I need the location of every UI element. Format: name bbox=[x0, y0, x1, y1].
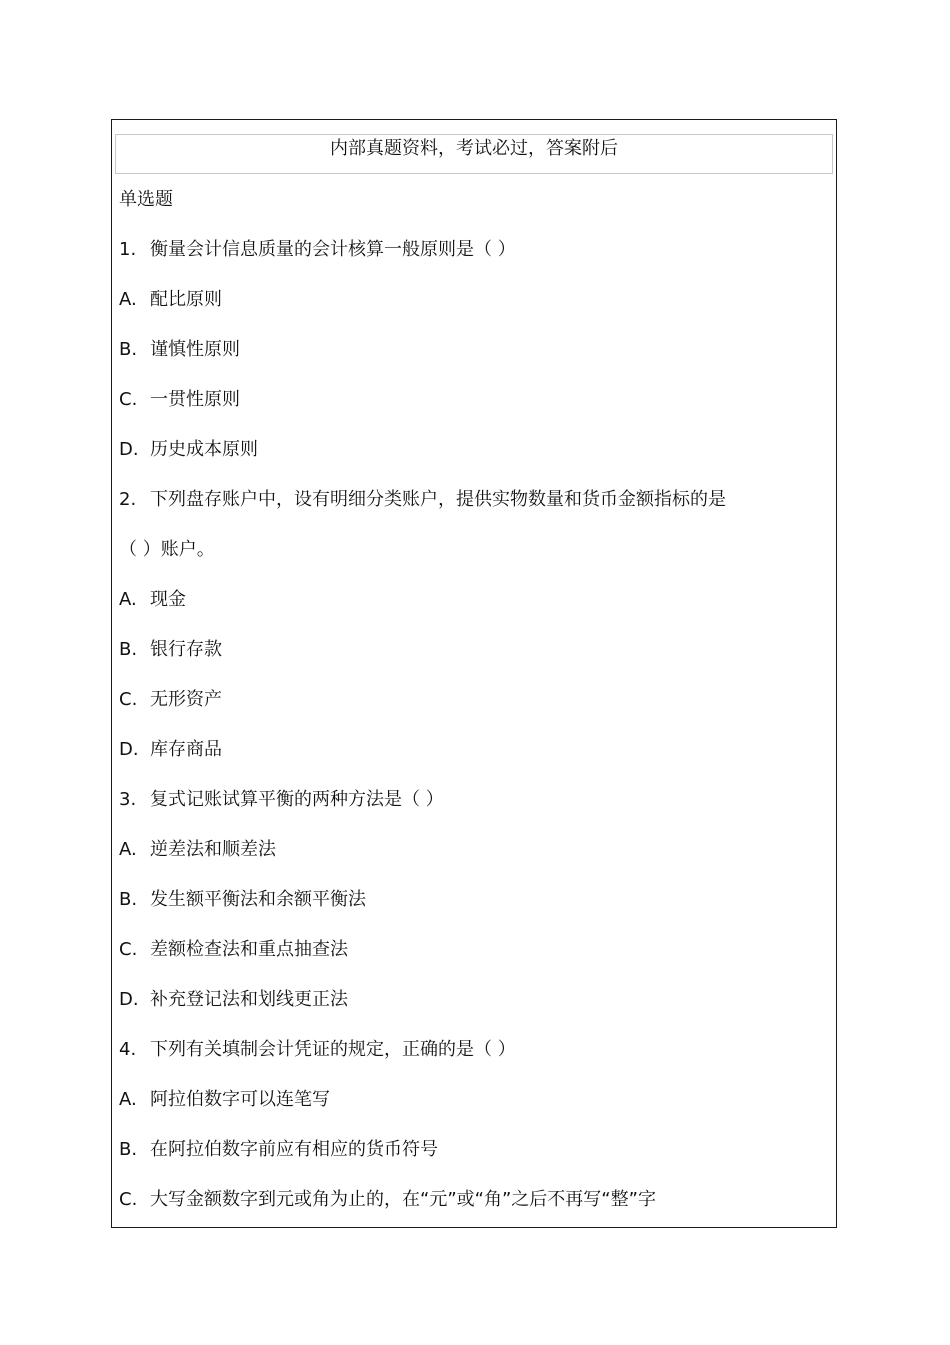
option-line bbox=[119, 388, 831, 438]
page-header: 内部真题资料，考试必过，答案附后 bbox=[330, 138, 618, 159]
option-letter: B. bbox=[119, 339, 138, 360]
option-text: 大写金额数字到元或角为止的，在“元”或“角”之后不再写“整”字 bbox=[150, 1189, 656, 1210]
option-line bbox=[119, 638, 831, 688]
option-text: 在阿拉伯数字前应有相应的货币符号 bbox=[150, 1139, 438, 1160]
option-text: 阿拉伯数字可以连笔写 bbox=[150, 1089, 330, 1110]
option-line bbox=[119, 688, 831, 738]
option-line bbox=[119, 938, 831, 988]
question-line bbox=[119, 1038, 831, 1088]
option-letter: D. bbox=[119, 739, 139, 760]
option-text: 现金 bbox=[150, 589, 186, 610]
option-letter: D. bbox=[119, 439, 139, 460]
question-number: 4. bbox=[119, 1039, 137, 1060]
option-line bbox=[119, 888, 831, 938]
question-text: 衡量会计信息质量的会计核算一般原则是（ ） bbox=[150, 239, 516, 260]
question-text: 下列盘存账户中，设有明细分类账户，提供实物数量和货币金额指标的是 bbox=[150, 489, 726, 510]
option-text: 差额检查法和重点抽查法 bbox=[150, 939, 348, 960]
option-text: 无形资产 bbox=[150, 689, 222, 710]
question-number: 1. bbox=[119, 239, 137, 260]
option-letter: A. bbox=[119, 289, 137, 310]
option-text: 历史成本原则 bbox=[150, 439, 258, 460]
header-box bbox=[115, 134, 833, 174]
option-letter: C. bbox=[119, 689, 138, 710]
option-letter: A. bbox=[119, 839, 137, 860]
option-line bbox=[119, 988, 831, 1038]
option-text: 逆差法和顺差法 bbox=[150, 839, 276, 860]
question-text: （ ）账户。 bbox=[119, 539, 215, 560]
option-letter: B. bbox=[119, 1139, 138, 1160]
question-number: 3. bbox=[119, 789, 137, 810]
option-text: 银行存款 bbox=[150, 639, 222, 660]
question-line bbox=[119, 488, 831, 538]
option-letter: C. bbox=[119, 939, 138, 960]
option-line bbox=[119, 438, 831, 488]
option-letter: B. bbox=[119, 889, 138, 910]
option-letter: B. bbox=[119, 639, 138, 660]
option-letter: C. bbox=[119, 389, 138, 410]
option-text: 补充登记法和划线更正法 bbox=[150, 989, 348, 1010]
option-line bbox=[119, 338, 831, 388]
option-text: 配比原则 bbox=[150, 289, 222, 310]
option-text: 库存商品 bbox=[150, 739, 222, 760]
option-letter: C. bbox=[119, 1189, 138, 1210]
option-letter: D. bbox=[119, 989, 139, 1010]
option-line bbox=[119, 838, 831, 888]
option-letter: A. bbox=[119, 1089, 137, 1110]
option-line bbox=[119, 1088, 831, 1138]
option-line bbox=[119, 1188, 831, 1238]
option-line bbox=[119, 738, 831, 788]
question-line bbox=[119, 238, 831, 288]
option-text: 发生额平衡法和余额平衡法 bbox=[150, 889, 366, 910]
question-number: 2. bbox=[119, 489, 137, 510]
option-text: 一贯性原则 bbox=[150, 389, 240, 410]
section-title: 单选题 bbox=[119, 189, 173, 210]
question-line-continued bbox=[119, 538, 831, 588]
option-line bbox=[119, 288, 831, 338]
option-text: 谨慎性原则 bbox=[150, 339, 240, 360]
document-frame bbox=[111, 119, 837, 1228]
option-line bbox=[119, 1138, 831, 1188]
question-text: 下列有关填制会计凭证的规定，正确的是（ ） bbox=[150, 1039, 516, 1060]
question-text: 复式记账试算平衡的两种方法是（ ） bbox=[150, 789, 444, 810]
question-list bbox=[119, 188, 831, 1238]
option-line bbox=[119, 588, 831, 638]
question-line bbox=[119, 788, 831, 838]
option-letter: A. bbox=[119, 589, 137, 610]
